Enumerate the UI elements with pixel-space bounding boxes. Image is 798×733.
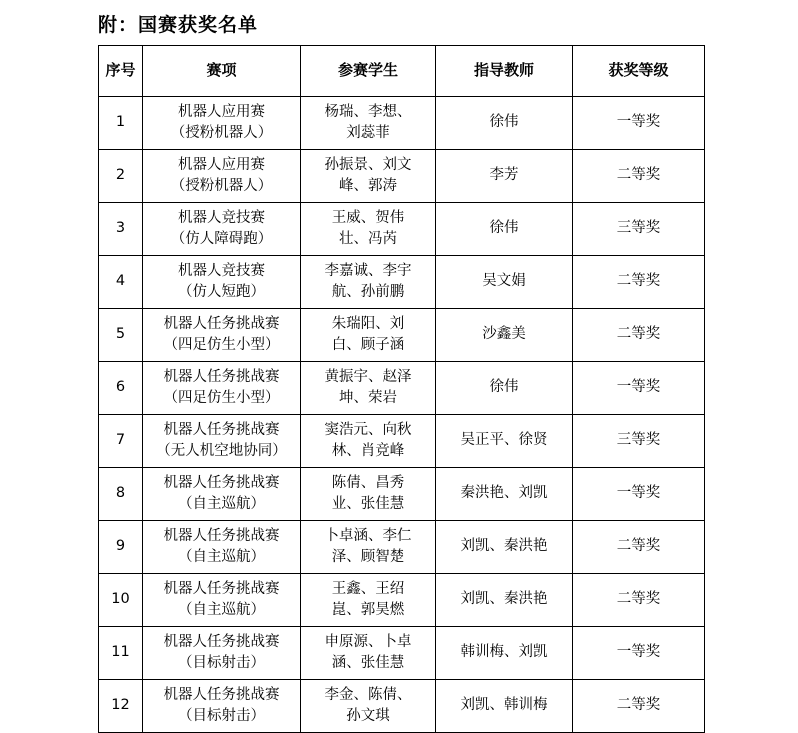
cell-level	[573, 627, 705, 680]
cell-students	[301, 680, 436, 733]
cell-students-line: 航、孙前鹏	[331, 284, 405, 300]
cell-index-line: 2	[115, 167, 126, 184]
cell-students-line: 杨瑞、李想、	[324, 103, 412, 120]
cell-event-line: 机器人任务挑战赛	[163, 580, 280, 597]
cell-teachers	[436, 256, 573, 309]
cell-students-text	[303, 473, 433, 515]
cell-level	[573, 680, 705, 733]
cell-students-line: 林、肖竞峰	[331, 443, 405, 459]
cell-students-text	[303, 314, 433, 356]
cell-index-line: 4	[115, 273, 126, 290]
cell-students-line: 李金、陈倩、	[324, 686, 412, 703]
cell-teachers-text	[438, 483, 570, 504]
cell-event	[143, 680, 301, 733]
cell-level-text	[575, 642, 702, 663]
cell-index-text	[101, 218, 140, 239]
cell-students	[301, 150, 436, 203]
cell-index-line: 10	[111, 591, 130, 608]
cell-index-text	[101, 377, 140, 398]
table-header	[99, 46, 705, 97]
cell-event-line: 机器人任务挑战赛	[163, 421, 280, 438]
column-header-teachers: 指导教师	[436, 46, 573, 97]
cell-students-text	[303, 102, 433, 144]
cell-level	[573, 574, 705, 627]
table-row	[99, 415, 705, 468]
cell-event	[143, 309, 301, 362]
cell-event	[143, 521, 301, 574]
cell-teachers-line: 徐伟	[489, 379, 519, 396]
cell-event-line: （自主巡航）	[178, 549, 265, 565]
cell-event-text	[145, 579, 298, 621]
cell-index	[99, 203, 143, 256]
cell-teachers	[436, 627, 573, 680]
cell-event-line: （自主巡航）	[178, 602, 265, 618]
cell-level-line: 二等奖	[616, 326, 661, 343]
cell-students	[301, 415, 436, 468]
cell-index-line: 3	[115, 220, 126, 237]
award-list-table	[98, 45, 705, 733]
cell-teachers-line: 吴文娟	[482, 273, 526, 290]
cell-level-text	[575, 483, 702, 504]
cell-level	[573, 203, 705, 256]
cell-students-line: 王鑫、王绍	[331, 580, 405, 597]
cell-event-text	[145, 155, 298, 197]
cell-level-text	[575, 377, 702, 398]
cell-index-line: 11	[111, 644, 130, 661]
cell-teachers-text	[438, 112, 570, 133]
cell-index	[99, 97, 143, 150]
cell-students-line: 业、张佳慧	[331, 496, 405, 512]
cell-teachers-text	[438, 324, 570, 345]
cell-event-text	[145, 526, 298, 568]
cell-event-text	[145, 473, 298, 515]
cell-students-text	[303, 367, 433, 409]
cell-level-text	[575, 324, 702, 345]
cell-teachers-line: 徐伟	[489, 220, 519, 237]
cell-students-line: 涵、张佳慧	[331, 655, 405, 671]
cell-level-line: 二等奖	[616, 167, 661, 184]
cell-teachers	[436, 309, 573, 362]
cell-level	[573, 97, 705, 150]
cell-event-text	[145, 208, 298, 250]
cell-teachers	[436, 521, 573, 574]
cell-level-line: 二等奖	[616, 591, 661, 608]
cell-index-text	[101, 483, 140, 504]
cell-event-line: （授粉机器人）	[170, 125, 273, 141]
cell-event-line: 机器人任务挑战赛	[163, 474, 280, 491]
cell-index	[99, 680, 143, 733]
cell-event-text	[145, 261, 298, 303]
cell-index	[99, 574, 143, 627]
table-row	[99, 97, 705, 150]
cell-students	[301, 468, 436, 521]
table-row	[99, 256, 705, 309]
cell-event-line: 机器人应用赛	[178, 156, 265, 173]
cell-event-line: （仿人障碍跑）	[170, 231, 273, 247]
cell-teachers	[436, 680, 573, 733]
cell-students-text	[303, 632, 433, 674]
cell-students	[301, 256, 436, 309]
column-header-students: 参赛学生	[301, 46, 436, 97]
cell-event	[143, 468, 301, 521]
cell-event-text	[145, 314, 298, 356]
cell-teachers-text	[438, 536, 570, 557]
cell-event-line: （目标射击）	[178, 708, 265, 724]
cell-students-line: 窦浩元、向秋	[324, 421, 412, 438]
cell-event	[143, 256, 301, 309]
cell-level-text	[575, 589, 702, 610]
cell-teachers-line: 徐伟	[489, 114, 519, 131]
cell-teachers	[436, 150, 573, 203]
cell-index	[99, 362, 143, 415]
cell-level	[573, 521, 705, 574]
cell-index-text	[101, 642, 140, 663]
cell-event	[143, 627, 301, 680]
cell-event-line: （授粉机器人）	[170, 178, 273, 194]
cell-index-text	[101, 695, 140, 716]
cell-index-line: 8	[115, 485, 126, 502]
cell-teachers-line: 刘凯、秦洪艳	[460, 538, 548, 555]
cell-students-line: 白、顾子涵	[331, 337, 405, 353]
cell-index	[99, 627, 143, 680]
cell-index-line: 7	[115, 432, 126, 449]
cell-level	[573, 468, 705, 521]
cell-teachers-text	[438, 430, 570, 451]
cell-event-line: 机器人任务挑战赛	[163, 368, 280, 385]
cell-level-line: 二等奖	[616, 697, 661, 714]
cell-students-line: 壮、冯芮	[339, 231, 397, 247]
cell-index	[99, 309, 143, 362]
cell-students-text	[303, 420, 433, 462]
cell-index	[99, 521, 143, 574]
cell-students-line: 申原源、卜卓	[324, 633, 412, 650]
cell-event	[143, 362, 301, 415]
cell-level-text	[575, 271, 702, 292]
cell-students-line: 陈倩、昌秀	[331, 474, 405, 491]
cell-event-line: 机器人竞技赛	[178, 262, 265, 279]
cell-index-text	[101, 589, 140, 610]
cell-level	[573, 309, 705, 362]
cell-students-line: 黄振宇、赵泽	[324, 368, 412, 385]
table-header-row	[99, 46, 705, 97]
cell-level	[573, 150, 705, 203]
table-row	[99, 627, 705, 680]
cell-event-text	[145, 632, 298, 674]
cell-level	[573, 362, 705, 415]
cell-event-line: （自主巡航）	[178, 496, 265, 512]
cell-index-line: 12	[111, 697, 130, 714]
cell-event-line: （四足仿生小型）	[163, 390, 280, 406]
cell-index	[99, 150, 143, 203]
cell-teachers-text	[438, 589, 570, 610]
cell-index-text	[101, 324, 140, 345]
cell-students	[301, 521, 436, 574]
cell-teachers	[436, 203, 573, 256]
cell-index-text	[101, 165, 140, 186]
cell-students-line: 崑、郭昊燃	[331, 602, 405, 618]
table-row	[99, 680, 705, 733]
cell-event	[143, 203, 301, 256]
cell-students-text	[303, 579, 433, 621]
cell-event-line: 机器人应用赛	[178, 103, 265, 120]
cell-event-text	[145, 420, 298, 462]
cell-level	[573, 256, 705, 309]
cell-index-line: 9	[115, 538, 126, 555]
cell-teachers-line: 李芳	[489, 167, 519, 184]
cell-index	[99, 415, 143, 468]
cell-students-text	[303, 261, 433, 303]
table-row	[99, 521, 705, 574]
cell-teachers-text	[438, 271, 570, 292]
cell-teachers-line: 秦洪艳、刘凯	[460, 485, 548, 502]
cell-index-text	[101, 536, 140, 557]
cell-event-text	[145, 367, 298, 409]
table-row	[99, 468, 705, 521]
cell-students-text	[303, 526, 433, 568]
cell-teachers	[436, 362, 573, 415]
cell-students-line: 朱瑞阳、刘	[331, 315, 405, 332]
cell-index-text	[101, 430, 140, 451]
cell-event-text	[145, 685, 298, 727]
cell-students-text	[303, 208, 433, 250]
cell-students	[301, 574, 436, 627]
cell-event-line: （仿人短跑）	[178, 284, 265, 300]
cell-event-line: 机器人竞技赛	[178, 209, 265, 226]
cell-teachers-text	[438, 642, 570, 663]
award-list-table-container	[98, 45, 704, 733]
cell-teachers-line: 沙鑫美	[482, 326, 526, 343]
table-row	[99, 150, 705, 203]
cell-index-text	[101, 271, 140, 292]
column-header-event: 赛项	[143, 46, 301, 97]
cell-students	[301, 309, 436, 362]
cell-level-line: 一等奖	[616, 114, 661, 131]
cell-level-text	[575, 695, 702, 716]
cell-event	[143, 574, 301, 627]
cell-index-text	[101, 112, 140, 133]
cell-level-text	[575, 430, 702, 451]
cell-students-line: 李嘉诚、李宇	[324, 262, 412, 279]
cell-index-line: 6	[115, 379, 126, 396]
cell-teachers-text	[438, 377, 570, 398]
cell-students-line: 泽、顾智楚	[331, 549, 405, 565]
cell-event	[143, 97, 301, 150]
cell-level-line: 一等奖	[616, 379, 661, 396]
cell-teachers-text	[438, 165, 570, 186]
cell-event-line: 机器人任务挑战赛	[163, 633, 280, 650]
table-row	[99, 362, 705, 415]
cell-students-line: 坤、荣岩	[339, 390, 397, 406]
cell-teachers-line: 刘凯、韩训梅	[460, 697, 548, 714]
cell-students-text	[303, 685, 433, 727]
cell-level-line: 二等奖	[616, 538, 661, 555]
cell-teachers	[436, 97, 573, 150]
table-row	[99, 574, 705, 627]
cell-students-text	[303, 155, 433, 197]
cell-teachers-line: 吴正平、徐贤	[460, 432, 548, 449]
cell-teachers-line: 韩训梅、刘凯	[460, 644, 548, 661]
cell-level-text	[575, 218, 702, 239]
cell-event-line: （四足仿生小型）	[163, 337, 280, 353]
cell-level-line: 一等奖	[616, 644, 661, 661]
cell-students	[301, 362, 436, 415]
cell-event-line: 机器人任务挑战赛	[163, 686, 280, 703]
cell-event-text	[145, 102, 298, 144]
cell-level-line: 三等奖	[616, 220, 661, 237]
cell-index-line: 1	[115, 114, 126, 131]
cell-event-line: （无人机空地协同）	[156, 443, 287, 459]
cell-students	[301, 203, 436, 256]
cell-event	[143, 415, 301, 468]
cell-teachers	[436, 415, 573, 468]
cell-teachers-text	[438, 218, 570, 239]
cell-students-line: 孙振景、刘文	[324, 156, 412, 173]
cell-students-line: 峰、郭涛	[339, 178, 397, 194]
cell-teachers-line: 刘凯、秦洪艳	[460, 591, 548, 608]
cell-index-line: 5	[115, 326, 126, 343]
cell-event-line: 机器人任务挑战赛	[163, 527, 280, 544]
cell-index	[99, 256, 143, 309]
cell-students-line: 卜卓涵、李仁	[324, 527, 412, 544]
cell-level-text	[575, 536, 702, 557]
cell-teachers	[436, 574, 573, 627]
cell-students-line: 王威、贺伟	[331, 209, 405, 226]
cell-index	[99, 468, 143, 521]
cell-students-line: 孙文琪	[346, 708, 390, 724]
table-body	[99, 97, 705, 733]
column-header-level: 获奖等级	[573, 46, 705, 97]
cell-level-line: 三等奖	[616, 432, 661, 449]
table-row	[99, 203, 705, 256]
cell-event-line: 机器人任务挑战赛	[163, 315, 280, 332]
cell-level-line: 二等奖	[616, 273, 661, 290]
cell-level	[573, 415, 705, 468]
cell-teachers	[436, 468, 573, 521]
cell-students	[301, 97, 436, 150]
cell-students	[301, 627, 436, 680]
cell-teachers-text	[438, 695, 570, 716]
cell-event	[143, 150, 301, 203]
table-row	[99, 309, 705, 362]
cell-students-line: 刘蕊菲	[346, 125, 390, 141]
cell-level-line: 一等奖	[616, 485, 661, 502]
column-header-index: 序号	[99, 46, 143, 97]
cell-level-text	[575, 165, 702, 186]
cell-level-text	[575, 112, 702, 133]
cell-event-line: （目标射击）	[178, 655, 265, 671]
page-title: 附：国赛获奖名单	[98, 14, 259, 36]
